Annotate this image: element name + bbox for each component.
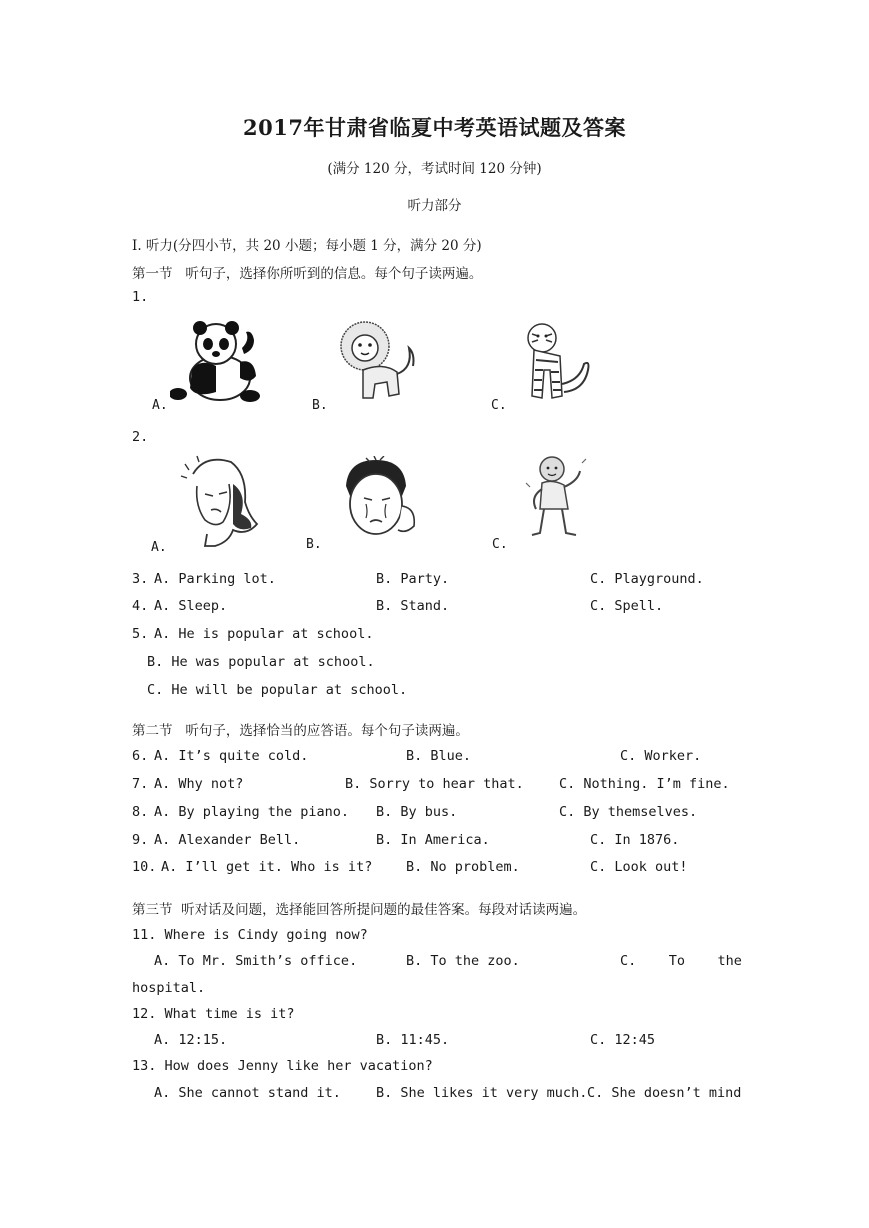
- question-11: 11. Where is Cindy going now?: [132, 927, 368, 943]
- q10-option-b: B. No problem.: [406, 859, 520, 875]
- q11-option-a: A. To Mr. Smith’s office.: [154, 953, 358, 969]
- q1-label-b: B.: [312, 398, 328, 413]
- q6-option-b: B. Blue.: [406, 748, 472, 764]
- q12-option-b: B. 11:45.: [376, 1032, 450, 1048]
- question-6-number: 6.: [132, 748, 149, 764]
- q9-option-c: C. In 1876.: [590, 832, 680, 848]
- question-2-number: 2.: [132, 429, 149, 445]
- q13-option-a: A. She cannot stand it.: [154, 1085, 341, 1101]
- q10-option-c: C. Look out!: [590, 859, 688, 875]
- q11-option-c-continued: hospital.: [132, 980, 206, 996]
- q9-option-a: A. Alexander Bell.: [154, 832, 301, 848]
- question-9-number: 9.: [132, 832, 149, 848]
- q13-option-c: C. She doesn’t mind: [587, 1085, 742, 1101]
- part-name: 听力部分: [407, 198, 462, 214]
- q11-option-c: C. To the: [620, 953, 742, 969]
- q3-option-a: A. Parking lot.: [154, 571, 276, 587]
- q1-picture-b-lion: [333, 318, 423, 404]
- document-subtitle: (满分 120 分，考试时间 120 分钟): [327, 161, 542, 177]
- q2-label-a: A.: [151, 540, 167, 555]
- q8-option-b: B. By bus.: [376, 804, 458, 820]
- q2-picture-c-boy-playing: [522, 453, 592, 541]
- q2-picture-b-boy-crying: [336, 456, 420, 542]
- q8-option-c: C. By themselves.: [559, 804, 698, 820]
- q4-option-b: B. Stand.: [376, 598, 450, 614]
- question-12: 12. What time is it?: [132, 1006, 295, 1022]
- question-10-number: 10.: [132, 859, 157, 875]
- q12-option-c: C. 12:45: [590, 1032, 656, 1048]
- q2-label-b: B.: [306, 537, 322, 552]
- q1-label-c: C.: [491, 398, 507, 413]
- q9-option-b: B. In America.: [376, 832, 490, 848]
- q3-option-c: C. Playground.: [590, 571, 704, 587]
- question-1-number: 1.: [132, 289, 149, 305]
- section-2-instruction: 第二节 听句子，选择恰当的应答语。每个句子读两遍。: [132, 723, 469, 739]
- q5-option-b: B. He was popular at school.: [147, 654, 375, 670]
- question-4-number: 4.: [132, 598, 149, 614]
- q7-option-a: A. Why not?: [154, 776, 244, 792]
- q4-option-a: A. Sleep.: [154, 598, 228, 614]
- q2-label-c: C.: [492, 537, 508, 552]
- q8-option-a: A. By playing the piano.: [154, 804, 350, 820]
- q7-option-b: B. Sorry to hear that.: [345, 776, 524, 792]
- section-3-instruction: 第三节 听对话及问题，选择能回答所提问题的最佳答案。每段对话读两遍。: [132, 902, 587, 918]
- question-5-number: 5.: [132, 626, 149, 642]
- q10-option-a: A. I’ll get it. Who is it?: [161, 859, 373, 875]
- question-13: 13. How does Jenny like her vacation?: [132, 1058, 433, 1074]
- q12-option-a: A. 12:15.: [154, 1032, 228, 1048]
- q11-option-b: B. To the zoo.: [406, 953, 520, 969]
- section-1-instruction: 第一节 听句子，选择你所听到的信息。每个句子读两遍。: [132, 266, 483, 282]
- question-3-number: 3.: [132, 571, 149, 587]
- q13-option-b: B. She likes it very much.: [376, 1085, 588, 1101]
- q5-option-a: A. He is popular at school.: [154, 626, 374, 642]
- q1-label-a: A.: [152, 398, 168, 413]
- q1-picture-c-tiger: [518, 320, 596, 404]
- q4-option-c: C. Spell.: [590, 598, 664, 614]
- question-7-number: 7.: [132, 776, 149, 792]
- question-8-number: 8.: [132, 804, 149, 820]
- document-title: 2017年甘肃省临夏中考英语试题及答案: [243, 115, 626, 140]
- q6-option-a: A. It’s quite cold.: [154, 748, 309, 764]
- q7-option-c: C. Nothing. I’m fine.: [559, 776, 730, 792]
- q3-option-b: B. Party.: [376, 571, 450, 587]
- q2-picture-a-girl: [175, 454, 265, 550]
- q6-option-c: C. Worker.: [620, 748, 702, 764]
- q5-option-c: C. He will be popular at school.: [147, 682, 408, 698]
- q1-picture-a-panda: [170, 318, 266, 404]
- section-header: Ⅰ. 听力(分四小节，共 20 小题；每小题 1 分，满分 20 分): [132, 238, 482, 254]
